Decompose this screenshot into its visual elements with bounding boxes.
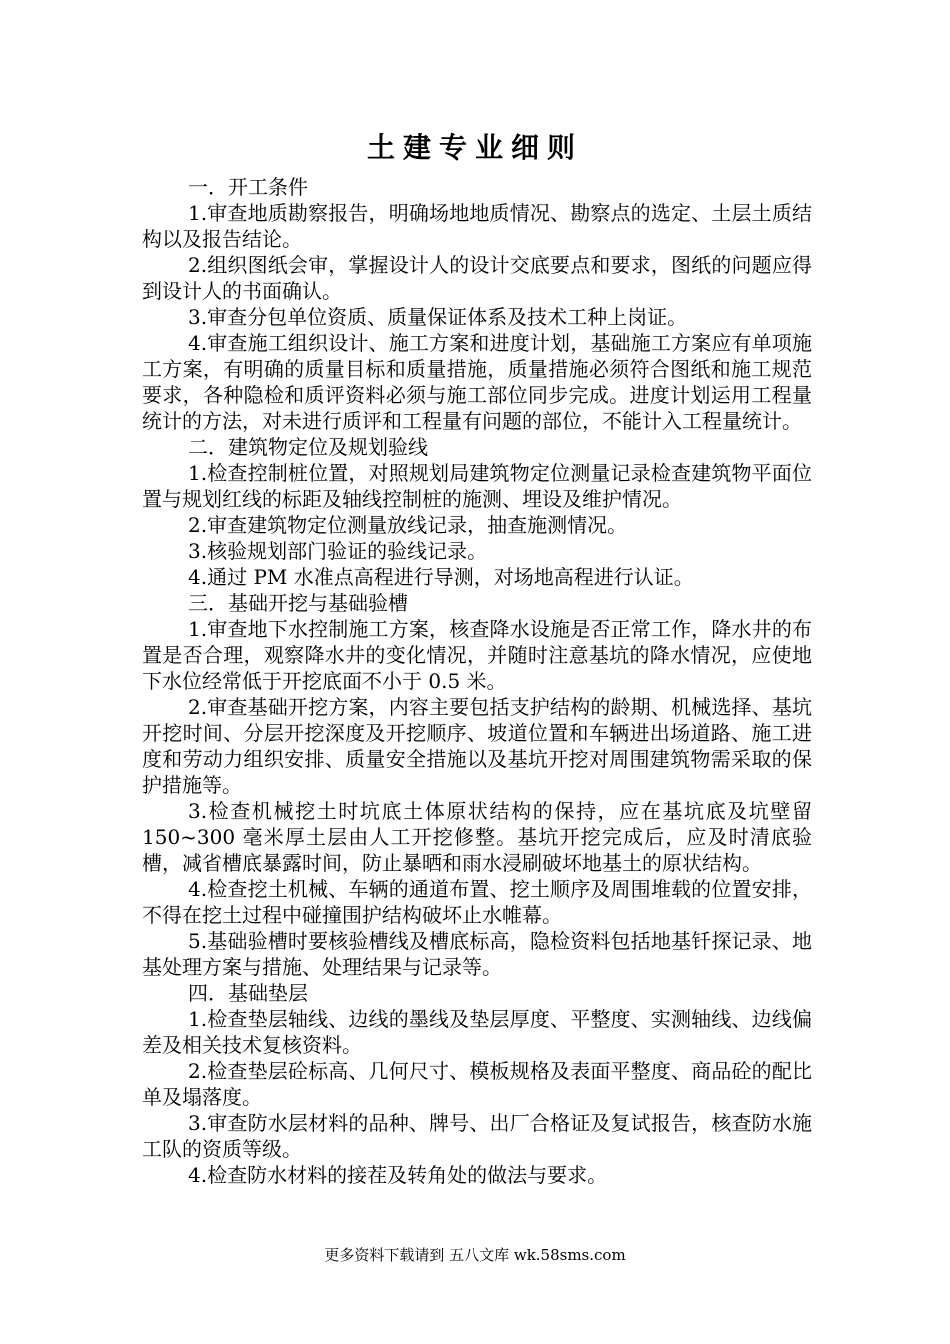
- paragraph: 3.审查分包单位资质、质量保证体系及技术工种上岗证。: [188, 305, 688, 329]
- paragraph: 2.组织图纸会审，掌握设计人的设计交底要点和要求，图纸的问题应得到设计人的书面确认。: [142, 253, 812, 303]
- paragraph: 3.审查防水层材料的品种、牌号、出厂合格证及复试报告，核查防水施工队的资质等级。: [142, 1111, 812, 1161]
- paragraph: 4.审查施工组织设计、施工方案和进度计划，基础施工方案应有单项施工方案，有明确的质量目标和质量措施，质量措施必须符合图纸和施工规范要求，各种隐检和质评资料必须与施工部位同步完成。进度计划运用工程量统计的方法，对未进行质评和工程量有问题的部位，不能计入工程量统计。: [142, 331, 812, 433]
- footer-link[interactable]: 更多资料下载请到 五八文库 wk.58sms.com: [324, 1246, 626, 1264]
- section-heading-1: 一．开工条件: [188, 175, 308, 199]
- section-heading-3: 三．基础开挖与基础验槽: [188, 591, 408, 615]
- paragraph: 4.检查挖土机械、车辆的通道布置、挖土顺序及周围堆载的位置安排，不得在挖土过程中碰撞围护结构破坏止水帷幕。: [142, 877, 812, 927]
- paragraph: 3.核验规划部门验证的验线记录。: [188, 539, 488, 563]
- section-heading-4: 四．基础垫层: [188, 981, 308, 1005]
- paragraph: 1.检查垫层轴线、边线的墨线及垫层厚度、平整度、实测轴线、边线偏差及相关技术复核资料。: [142, 1007, 812, 1057]
- paragraph: 5.基础验槽时要核验槽线及槽底标高，隐检资料包括地基钎探记录、地基处理方案与措施、处理结果与记录等。: [142, 929, 812, 979]
- document-title: 土建专业细则: [366, 131, 583, 164]
- paragraph: 3.检查机械挖土时坑底土体原状结构的保持，应在基坑底及坑壁留 150~300 毫米厚土层由人工开挖修整。基坑开挖完成后，应及时清底验槽，减省槽底暴露时间，防止暴晒和雨水浸刷破坏地基土的原状结构。: [142, 799, 812, 875]
- paragraph: 1.审查地质勘察报告，明确场地地质情况、勘察点的选定、土层土质结构以及报告结论。: [142, 201, 812, 251]
- paragraph: 2.审查基础开挖方案，内容主要包括支护结构的龄期、机械选择、基坑开挖时间、分层开挖深度及开挖顺序、坡道位置和车辆进出场道路、施工进度和劳动力组织安排、质量安全措施以及基坑开挖对周围建筑物需采取的保护措施等。: [142, 695, 812, 797]
- paragraph: 2.审查建筑物定位测量放线记录，抽查施测情况。: [188, 513, 628, 537]
- paragraph: 4.检查防水材料的接茬及转角处的做法与要求。: [188, 1163, 608, 1187]
- section-heading-2: 二．建筑物定位及规划验线: [188, 435, 428, 459]
- document-body: [142, 174, 812, 1188]
- paragraph: 4.通过 PM 水准点高程进行导测，对场地高程进行认证。: [188, 565, 694, 589]
- paragraph: 2.检查垫层砼标高、几何尺寸、模板规格及表面平整度、商品砼的配比单及塌落度。: [142, 1059, 812, 1109]
- paragraph: 1.检查控制桩位置，对照规划局建筑物定位测量记录检查建筑物平面位置与规划红线的标距及轴线控制桩的施测、埋设及维护情况。: [142, 461, 812, 511]
- paragraph: 1.审查地下水控制施工方案，核查降水设施是否正常工作，降水井的布置是否合理，观察降水井的变化情况，并随时注意基坑的降水情况，应使地下水位经常低于开挖底面不小于 0.5 米。: [142, 617, 812, 693]
